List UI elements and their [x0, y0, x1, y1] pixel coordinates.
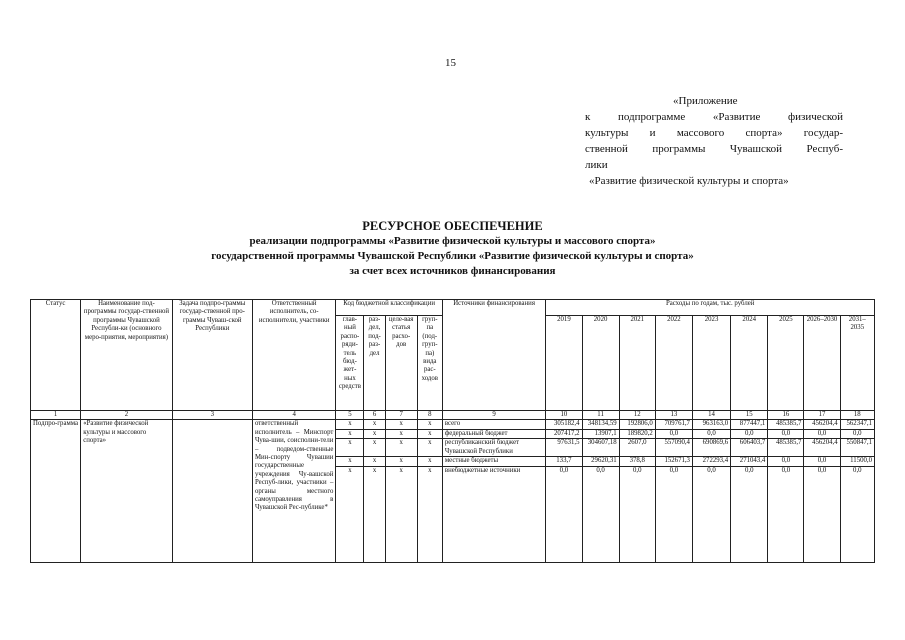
- col-name: Наименование под-программы государ-ственной программы Чувашской Республи-ки (основного меро-приятия, мероприятия): [81, 300, 172, 411]
- col-number: 13: [655, 411, 692, 420]
- code-cell: x: [385, 439, 417, 457]
- col-year: 2023: [692, 316, 730, 411]
- appendix-line: культуры и массового спорта» государ-: [585, 127, 843, 139]
- value-cell: 13907,1: [582, 429, 619, 438]
- col-number: 11: [582, 411, 619, 420]
- value-cell: 557090,4: [655, 439, 692, 457]
- code-cell: x: [385, 457, 417, 467]
- code-cell: x: [417, 467, 442, 563]
- code-cell: x: [336, 467, 364, 563]
- col-status: Статус: [31, 300, 81, 411]
- code-cell: x: [417, 420, 442, 429]
- col-number: 17: [804, 411, 840, 420]
- value-cell: 0,0: [804, 467, 840, 563]
- value-cell: 0,0: [655, 429, 692, 438]
- value-cell: 0,0: [731, 467, 768, 563]
- status-cell: Подпро-грамма: [31, 420, 81, 563]
- col-year: 2026–2030: [804, 316, 840, 411]
- value-cell: 0,0: [692, 467, 730, 563]
- value-cell: 690869,6: [692, 439, 730, 457]
- document-heading: [0, 218, 905, 279]
- code-cell: x: [336, 457, 364, 467]
- value-cell: 0,0: [692, 429, 730, 438]
- value-cell: 0,0: [582, 467, 619, 563]
- source-cell: федеральный бюджет: [442, 429, 545, 438]
- value-cell: 0,0: [804, 429, 840, 438]
- col-year: 2021: [619, 316, 655, 411]
- value-cell: 0,0: [768, 467, 804, 563]
- value-cell: 456204,4: [804, 439, 840, 457]
- code-cell: x: [336, 420, 364, 429]
- appendix-line: лики: [585, 159, 608, 171]
- col-number: 15: [731, 411, 768, 420]
- value-cell: 877447,1: [731, 420, 768, 429]
- code-cell: x: [336, 439, 364, 457]
- code-cell: x: [364, 439, 385, 457]
- value-cell: 456204,4: [804, 420, 840, 429]
- col-number: 8: [417, 411, 442, 420]
- value-cell: 606403,7: [731, 439, 768, 457]
- col-budget-code: Код бюджетной классификации: [336, 300, 443, 316]
- col-year: 2024: [731, 316, 768, 411]
- value-cell: 192806,0: [619, 420, 655, 429]
- value-cell: 0,0: [840, 429, 874, 438]
- col-year: 2020: [582, 316, 619, 411]
- appendix-line: «Приложение: [673, 95, 738, 107]
- col-number: 1: [31, 411, 81, 420]
- appendix-line: «Развитие физической культуры и спорта»: [589, 175, 789, 187]
- value-cell: 562347,1: [840, 420, 874, 429]
- col-number: 5: [336, 411, 364, 420]
- col-year: 2031–2035: [840, 316, 874, 411]
- value-cell: 963163,0: [692, 420, 730, 429]
- code-cell: x: [364, 420, 385, 429]
- value-cell: 29620,31: [582, 457, 619, 467]
- col-number: 2: [81, 411, 172, 420]
- code-cell: x: [364, 429, 385, 438]
- col-number: 18: [840, 411, 874, 420]
- col-sources: Источники финансирования: [442, 300, 545, 411]
- col-number: 3: [172, 411, 252, 420]
- document-subtitle: за счет всех источников финансирования: [349, 265, 556, 277]
- value-cell: 0,0: [768, 457, 804, 467]
- code-cell: x: [385, 429, 417, 438]
- executor-cell: ответственный исполнитель – Минспорт Чува-шии, соисполни-тели – подведом-ственные Мин-спорту Чувашии государственные учреждения Чу-вашской Респуб-лики, участники – органы местного самоуправления в Чувашской Рес-публике*: [252, 420, 335, 563]
- code-cell: x: [364, 457, 385, 467]
- col-code-group: груп-па (под-груп-па) вида рас-ходов: [417, 316, 442, 411]
- value-cell: 0,0: [768, 429, 804, 438]
- col-number: 10: [546, 411, 582, 420]
- col-number: 4: [252, 411, 335, 420]
- value-cell: 550847,1: [840, 439, 874, 457]
- document-subtitle: государственной программы Чувашской Республики «Развитие физической культуры и спорта»: [211, 250, 694, 262]
- value-cell: 0,0: [731, 429, 768, 438]
- value-cell: 272293,4: [692, 457, 730, 467]
- code-cell: x: [417, 457, 442, 467]
- value-cell: 11500,0: [840, 457, 874, 467]
- value-cell: 304607,18: [582, 439, 619, 457]
- value-cell: 133,7: [546, 457, 582, 467]
- col-number: 9: [442, 411, 545, 420]
- value-cell: 0,0: [840, 467, 874, 563]
- code-cell: x: [385, 467, 417, 563]
- value-cell: 271043,4: [731, 457, 768, 467]
- resource-table: [30, 299, 875, 563]
- col-year: 2025: [768, 316, 804, 411]
- value-cell: 207417,2: [546, 429, 582, 438]
- source-cell: внебюджетные источники: [442, 467, 545, 563]
- value-cell: 189820,2: [619, 429, 655, 438]
- source-cell: всего: [442, 420, 545, 429]
- value-cell: 97631,5: [546, 439, 582, 457]
- value-cell: 0,0: [655, 467, 692, 563]
- col-code-section: раз-дел, под-раз-дел: [364, 316, 385, 411]
- document-title: РЕСУРСНОЕ ОБЕСПЕЧЕНИЕ: [362, 219, 543, 233]
- table-row: [31, 420, 875, 429]
- task-cell: [172, 420, 252, 563]
- code-cell: x: [336, 429, 364, 438]
- col-number: 14: [692, 411, 730, 420]
- col-number: 12: [619, 411, 655, 420]
- col-expenses: Расходы по годам, тыс. рублей: [546, 300, 875, 316]
- value-cell: 2607,0: [619, 439, 655, 457]
- col-code-article: целе-вая статья расхо-дов: [385, 316, 417, 411]
- value-cell: 709761,7: [655, 420, 692, 429]
- code-cell: x: [364, 467, 385, 563]
- code-cell: x: [417, 439, 442, 457]
- col-task: Задача подпро-граммы государ-ственной про-граммы Чуваш-ской Республики: [172, 300, 252, 411]
- value-cell: 485385,7: [768, 420, 804, 429]
- source-cell: местные бюджеты: [442, 457, 545, 467]
- col-year: 2019: [546, 316, 582, 411]
- appendix-note: [585, 93, 843, 189]
- value-cell: 152671,3: [655, 457, 692, 467]
- col-code-gr: глав-ный распо-ряди-тель бюд-жет-ных средств: [336, 316, 364, 411]
- value-cell: 0,0: [804, 457, 840, 467]
- col-number: 7: [385, 411, 417, 420]
- code-cell: x: [385, 420, 417, 429]
- appendix-line: ственной программы Чувашской Респуб-: [585, 143, 843, 155]
- value-cell: 305182,4: [546, 420, 582, 429]
- col-executor: Ответственный исполнитель, со-исполнители, участники: [252, 300, 335, 411]
- value-cell: 485385,7: [768, 439, 804, 457]
- value-cell: 378,8: [619, 457, 655, 467]
- appendix-line: к подпрограмме «Развитие физической: [585, 111, 843, 123]
- name-cell: «Развитие физической культуры и массового спорта»: [81, 420, 172, 563]
- source-cell: республиканский бюджет Чувашской Республики: [442, 439, 545, 457]
- value-cell: 348134,59: [582, 420, 619, 429]
- col-year: 2022: [655, 316, 692, 411]
- value-cell: 0,0: [619, 467, 655, 563]
- col-number: 6: [364, 411, 385, 420]
- col-number: 16: [768, 411, 804, 420]
- document-subtitle: реализации подпрограммы «Развитие физической культуры и массового спорта»: [249, 235, 656, 247]
- page-number: 15: [445, 57, 456, 69]
- code-cell: x: [417, 429, 442, 438]
- value-cell: 0,0: [546, 467, 582, 563]
